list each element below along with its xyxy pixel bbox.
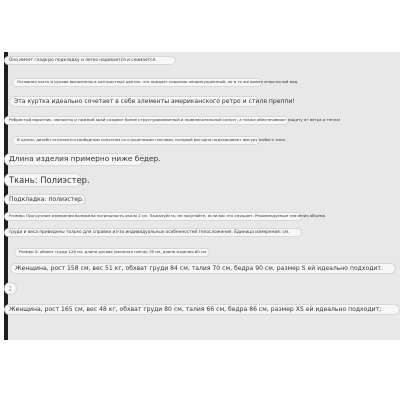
message-bubble	[4, 212, 326, 221]
message-text: Ребристый воротник, манжеты и нижний край создают более структурированный и привлекательный силуэт, а также обеспечивают защиту от ветра и тепла!	[9, 117, 341, 122]
message-text: Длина изделия примерно ниже бедер.	[9, 154, 161, 163]
message-bubble	[4, 153, 161, 166]
message-text: Женщина, рост 165 см, вес 48 кг, обхват груди 80 см, талия 66 см, бедра 86 см, размер XS ей идеально подходит;	[9, 306, 382, 313]
message-bubble	[4, 116, 341, 125]
message-text: В целом, дизайн отличается свободным силуэтом со спущенными плечами, который выгодно подчеркивает фигуру любого типа.	[17, 137, 287, 142]
message-text: Подкладка: полиэстер.	[9, 196, 84, 203]
message-text: ;	[9, 283, 12, 292]
message-bubble	[4, 173, 90, 187]
message-text: Основная часть и рукава выполнены в контрастных цветах, что придает изделию непринужденный, но в то же время энергичный вид.	[17, 79, 299, 84]
message-bubble	[4, 56, 176, 65]
message-text: Размер S: обхват груди 128 см, длина рукава (включая плечо) 78 см, длина изделия 60 см.	[19, 249, 208, 254]
message-text: Эта куртка идеально сочетает в себе элементы американского ретро и стиля преппи!	[14, 98, 295, 105]
message-bubble	[10, 263, 396, 274]
message-bubble	[12, 78, 299, 87]
message-bubble	[12, 136, 287, 145]
message-text: Размер: При ручном измерении возможна погрешность около 2 см. Пожалуйста, не покупайте, если вас это смущает. Рекомендуемые значения объема	[9, 213, 326, 218]
message-text: груди и веса приведены только для справки из-за индивидуальных особенностей телосложения. Единица измерения: см.	[9, 230, 290, 235]
message-bubble	[4, 194, 86, 205]
message-text: Женщина, рост 158 см, вес 51 кг, обхват груди 84 см, талия 70 см, бедра 90 см, размер S ей идеально подходит.	[15, 265, 383, 272]
message-text: Оно имеет гладкую подкладку и легко надевается и снимается.	[9, 58, 157, 63]
message-bubble	[4, 282, 17, 295]
message-text: Ткань: Полиэстер.	[9, 175, 90, 185]
message-bubble	[14, 248, 210, 257]
message-bubble	[4, 228, 302, 237]
message-bubble	[9, 96, 295, 107]
message-bubble	[4, 304, 400, 315]
chat-panel	[4, 52, 400, 340]
